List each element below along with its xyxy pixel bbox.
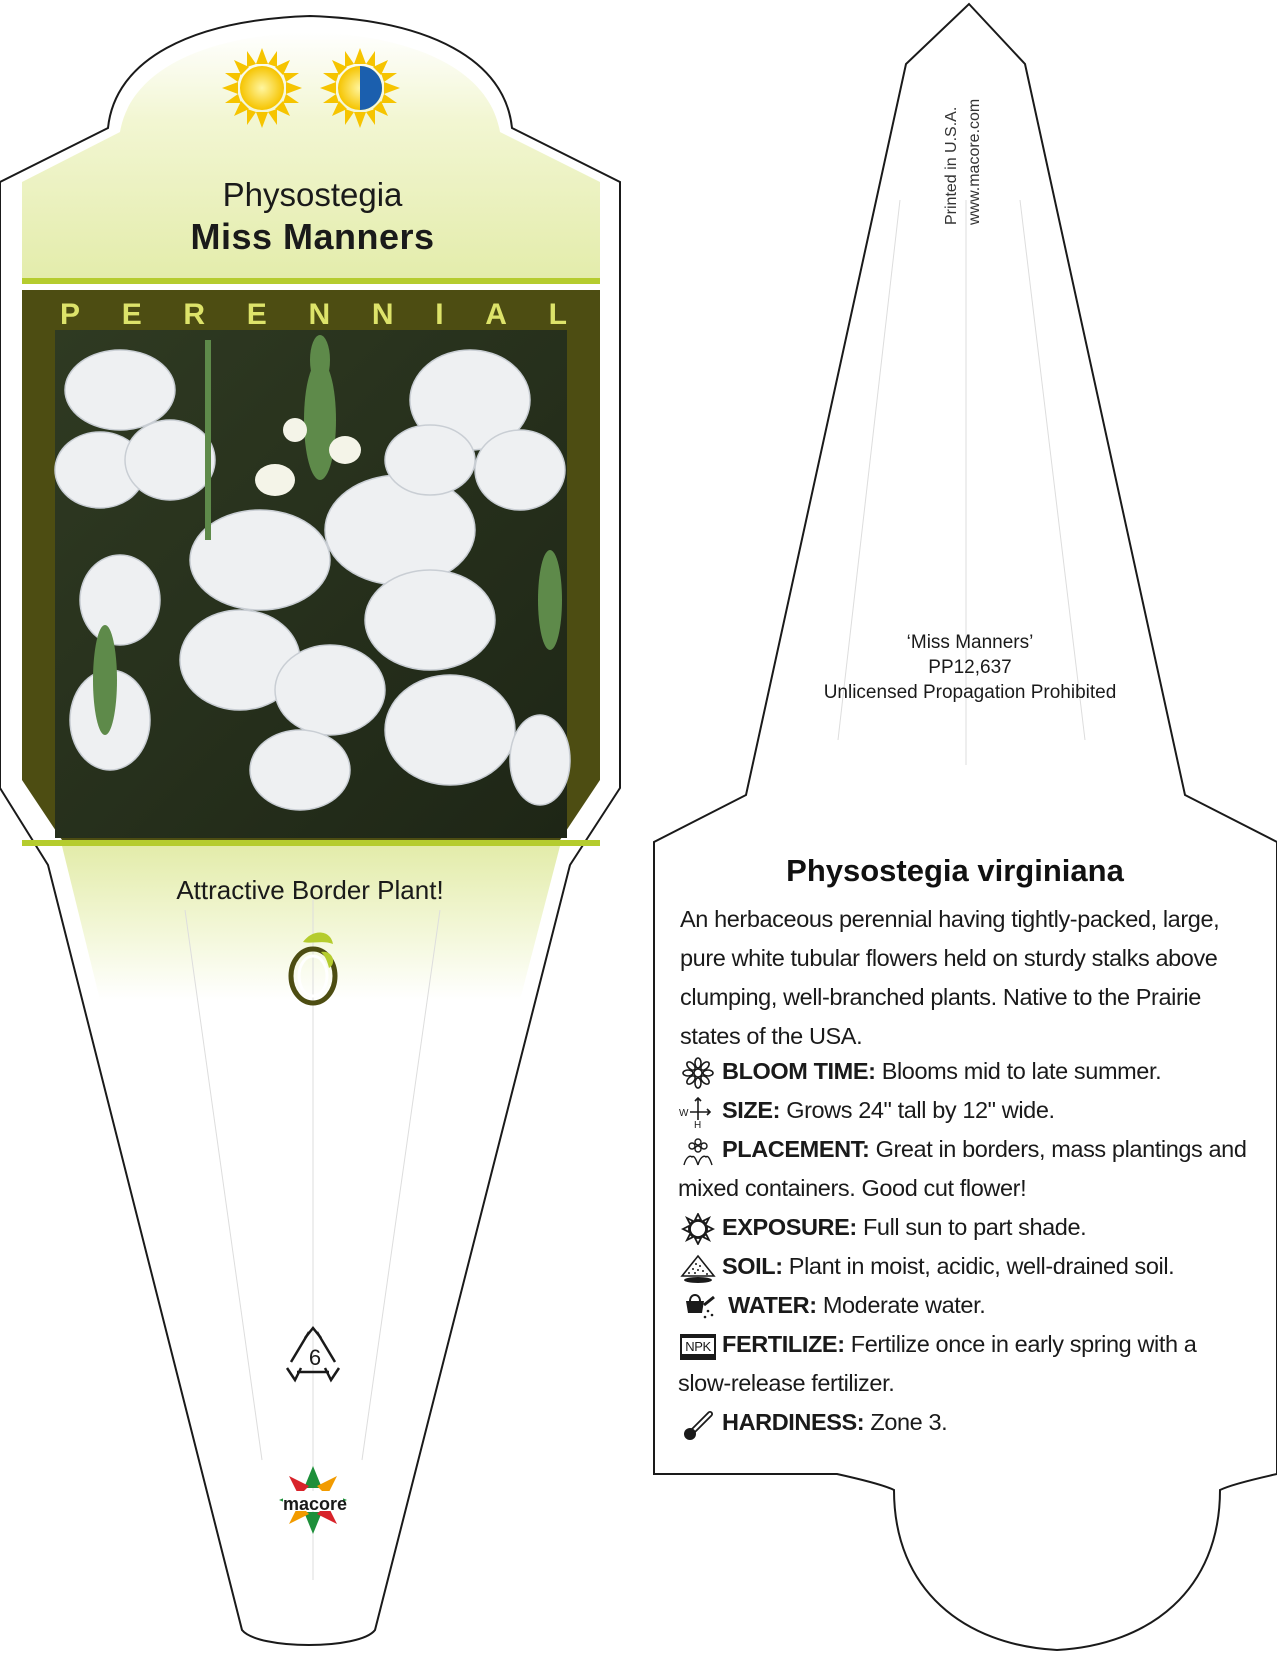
species-name: Physostegia virginiana	[786, 853, 1124, 888]
category-letter: L	[548, 298, 567, 331]
category-letter: P	[60, 298, 81, 331]
flower-photo	[55, 330, 570, 838]
info-hardiness	[678, 1403, 1248, 1442]
info-exposure	[678, 1208, 1248, 1247]
info-label: WATER:	[728, 1292, 817, 1318]
category-label	[22, 298, 607, 332]
info-label: BLOOM TIME:	[722, 1058, 876, 1084]
patent-block	[740, 630, 1200, 705]
category-letter: E	[246, 298, 267, 331]
info-text: Great in borders, mass plantings and mixed containers. Good cut flower!	[678, 1136, 1247, 1201]
recycle-code: 6	[308, 1345, 322, 1370]
info-text: Full sun to part shade.	[856, 1214, 1087, 1240]
info-text: Plant in moist, acidic, well-drained soil.	[782, 1253, 1175, 1279]
npk-icon	[678, 1330, 718, 1362]
info-label: SOIL:	[722, 1253, 783, 1279]
info-label: EXPOSURE:	[722, 1214, 857, 1240]
info-label: PLACEMENT:	[722, 1136, 870, 1162]
info-fertilize	[678, 1325, 1248, 1403]
watering-can-icon	[678, 1291, 718, 1323]
info-text: Fertilize once in early spring with a slow-release fertilizer.	[678, 1331, 1197, 1396]
info-text: Grows 24" tall by 12" wide.	[780, 1097, 1055, 1123]
soil-icon	[678, 1252, 718, 1284]
size-h-letter: H	[694, 1119, 701, 1128]
npk-text: NPK	[685, 1338, 711, 1354]
flower-icon	[678, 1057, 718, 1089]
info-label: HARDINESS:	[722, 1409, 865, 1435]
sun-icon	[678, 1213, 718, 1245]
full-sun-icon	[222, 48, 302, 128]
info-water	[678, 1286, 1248, 1325]
plant-variety: Miss Manners	[190, 216, 435, 257]
tagline: Attractive Border Plant!	[176, 875, 444, 905]
patent-name: ‘Miss Manners’	[906, 632, 1034, 653]
website-line: www.macore.com	[966, 98, 983, 225]
category-letter: R	[183, 298, 206, 331]
category-letter: N	[308, 298, 331, 331]
info-text: Zone 3.	[864, 1409, 948, 1435]
brand-name: macore	[282, 1494, 348, 1514]
info-label: SIZE:	[722, 1097, 781, 1123]
patent-notice: Unlicensed Propagation Prohibited	[823, 682, 1117, 703]
info-placement	[678, 1130, 1248, 1208]
patent-number: PP12,637	[928, 657, 1012, 678]
plant-genus: Physostegia	[222, 176, 403, 213]
category-letter: E	[121, 298, 142, 331]
plant-description: An herbaceous perennial having tightly-packed, large, pure white tubular flowers held on sturdy stalks above clumping, well-branched plants. Native to the Prairie states of the USA.	[680, 906, 1220, 1049]
thermometer-icon	[678, 1408, 718, 1440]
printed-line: Printed in U.S.A.	[943, 106, 960, 225]
category-letter: I	[435, 298, 444, 331]
info-size	[678, 1091, 1248, 1130]
info-label: FERTILIZE:	[722, 1331, 845, 1357]
placement-icon	[678, 1135, 718, 1167]
printed-in-usa	[940, 55, 983, 225]
info-text: Blooms mid to late summer.	[875, 1058, 1162, 1084]
info-bloom-time	[678, 1052, 1248, 1091]
part-sun-icon	[320, 48, 400, 128]
category-letter: N	[371, 298, 394, 331]
size-w-letter: W	[679, 1107, 689, 1119]
category-letter: A	[485, 298, 507, 331]
size-icon	[678, 1096, 718, 1128]
info-text: Moderate water.	[816, 1292, 986, 1318]
info-soil	[678, 1247, 1248, 1286]
